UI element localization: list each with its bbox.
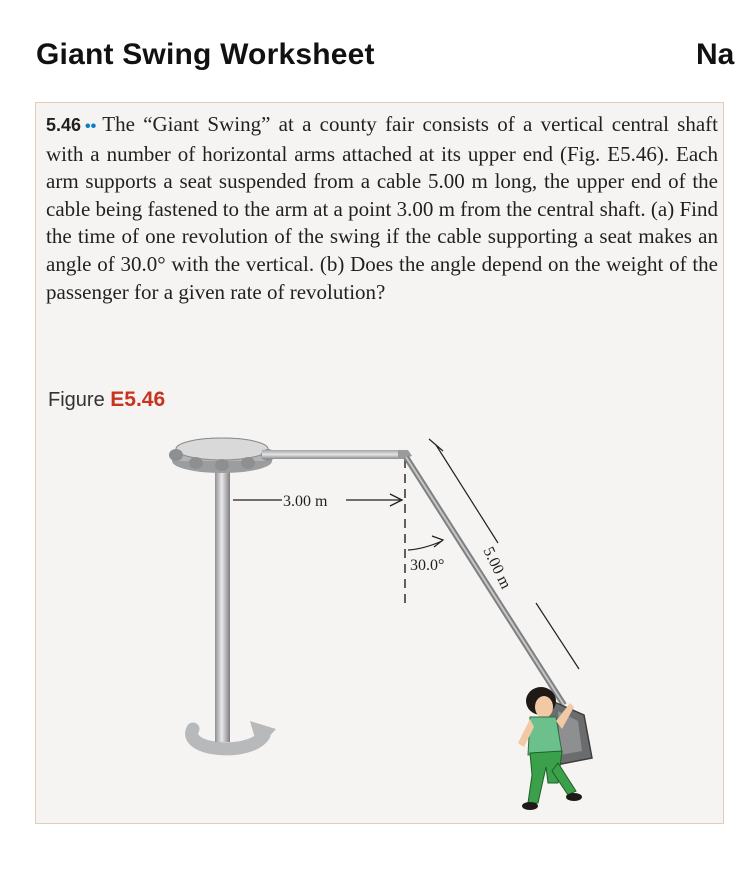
figure-caption-id: E5.46 — [110, 388, 166, 411]
angle-indicator — [408, 536, 444, 574]
problem-statement: The “Giant Swing” at a county fair consists of a vertical central shaft with a number of horizontal arms attached at its upper end (Fig. E5.46). Each arm supports a seat suspended from a cable 5.00 m long, the upper end of the cable being fastened to the arm at a point 3.00 m from the central shaft. (a) Find the time of one revolution of the swing if the cable supporting a seat makes an angle of 30.0° with the vertical. (b) Does the angle depend on the weight of the passenger for a given rate of revolution? — [46, 112, 718, 304]
arm-dimension — [233, 493, 402, 510]
cable-dimension — [429, 439, 579, 669]
cable-highlight — [406, 457, 564, 705]
cable-length-label: 5.00 m — [479, 544, 515, 592]
problem-number: 5.46 — [46, 115, 82, 135]
arm-length-label: 3.00 m — [283, 493, 328, 510]
giant-swing-figure — [36, 103, 723, 823]
problem-box — [35, 102, 724, 824]
rotation-arrow-icon — [192, 721, 276, 749]
worksheet-title: Giant Swing Worksheet — [36, 38, 375, 71]
difficulty-dots-icon: •• — [85, 118, 97, 135]
name-label: Na — [696, 38, 735, 71]
angle-label: 30.0° — [410, 557, 445, 574]
hub — [169, 438, 275, 473]
central-shaft — [215, 465, 230, 742]
figure-caption-prefix: Figure — [48, 389, 105, 411]
horizontal-arm — [262, 450, 404, 459]
